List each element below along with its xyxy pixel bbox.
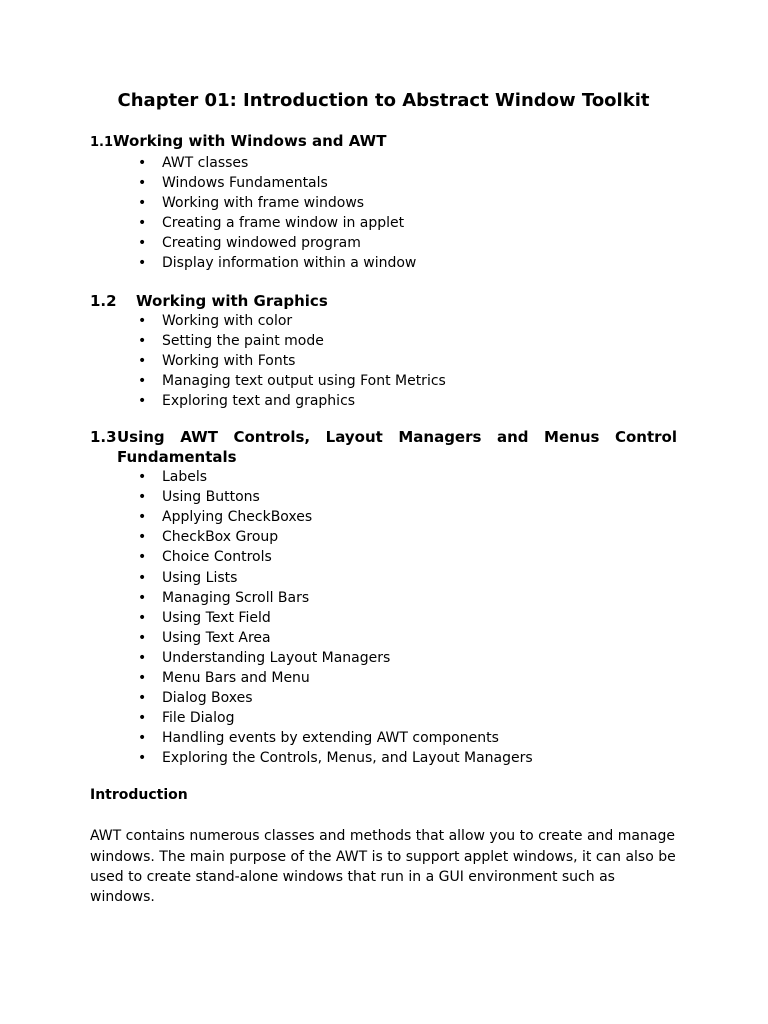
- section-number: 1.2: [90, 291, 117, 310]
- bullet-icon: •: [138, 669, 147, 686]
- list-item: [138, 608, 677, 628]
- bullet-icon: •: [138, 469, 147, 486]
- list-item: [138, 748, 677, 768]
- list-item: [138, 371, 677, 391]
- list-item: [138, 728, 677, 748]
- list-item-text: Exploring text and graphics: [162, 392, 356, 409]
- list-item-text: Choice Controls: [162, 549, 272, 566]
- bullet-icon: •: [138, 750, 147, 767]
- introduction-heading: Introduction: [90, 787, 188, 804]
- list-item: [138, 311, 677, 331]
- bullet-icon: •: [138, 629, 147, 646]
- list-item-text: Using Lists: [162, 569, 238, 586]
- list-item: [138, 467, 677, 487]
- document-page: [90, 88, 677, 908]
- bullet-icon: •: [138, 489, 147, 506]
- list-item-text: Using Buttons: [162, 489, 260, 506]
- bullet-icon: •: [138, 392, 147, 409]
- bullet-icon: •: [138, 215, 147, 232]
- list-item-text: Setting the paint mode: [162, 332, 324, 349]
- bullet-icon: •: [138, 609, 147, 626]
- list-item: [138, 153, 677, 173]
- list-item-text: Handling events by extending AWT components: [162, 730, 499, 747]
- list-item-text: Working with frame windows: [162, 195, 365, 212]
- list-item-text: Dialog Boxes: [162, 690, 253, 707]
- bullet-icon: •: [138, 155, 147, 171]
- section-heading: [90, 427, 677, 467]
- list-item: [138, 213, 677, 233]
- list-item-text: Understanding Layout Managers: [162, 649, 391, 666]
- list-item-text: File Dialog: [162, 710, 235, 727]
- list-item-text: Applying CheckBoxes: [162, 509, 313, 526]
- introduction-paragraph: AWT contains numerous classes and methods that allow you to create and manage windows. The main purpose of the AWT is to support applet windows, it can also be used to create stand-alone windows that run in a GUI environment such as windows.: [90, 828, 676, 906]
- bullet-icon: •: [138, 175, 147, 192]
- section-number: 1.3: [90, 428, 117, 447]
- list-item-text: Windows Fundamentals: [162, 175, 328, 192]
- list-item-text: Managing Scroll Bars: [162, 589, 310, 606]
- bullet-icon: •: [138, 710, 147, 727]
- bullet-icon: •: [138, 730, 147, 747]
- bullet-icon: •: [138, 690, 147, 707]
- list-item: [138, 568, 677, 588]
- list-item-text: AWT classes: [162, 155, 249, 171]
- section-1-2: [90, 291, 677, 411]
- bullet-icon: •: [138, 529, 147, 546]
- list-item: [138, 391, 677, 411]
- list-item-text: Display information within a window: [162, 255, 417, 272]
- section-heading: [90, 131, 677, 153]
- bullet-icon: •: [138, 569, 147, 586]
- bullet-icon: •: [138, 312, 147, 329]
- list-item-text: Creating windowed program: [162, 235, 361, 252]
- bullet-icon: •: [138, 255, 147, 272]
- list-item-text: Working with color: [162, 312, 293, 329]
- list-item-text: Menu Bars and Menu: [162, 669, 310, 686]
- bullet-icon: •: [138, 649, 147, 666]
- list-item-text: Exploring the Controls, Menus, and Layout Managers: [162, 750, 533, 767]
- list-item-text: Using Text Field: [162, 609, 271, 626]
- chapter-title: Chapter 01: Introduction to Abstract Window Toolkit: [117, 90, 650, 111]
- section-title: Working with Windows and AWT: [113, 132, 387, 150]
- list-item: [138, 331, 677, 351]
- bullet-list: [90, 153, 677, 274]
- list-item: [138, 253, 677, 273]
- list-item: [138, 233, 677, 253]
- list-item-text: Creating a frame window in applet: [162, 215, 405, 232]
- bullet-icon: •: [138, 235, 147, 252]
- list-item: [138, 527, 677, 547]
- list-item: [138, 193, 677, 213]
- list-item-text: Working with Fonts: [162, 352, 296, 369]
- bullet-list: [90, 467, 677, 768]
- list-item: [138, 688, 677, 708]
- list-item-text: Managing text output using Font Metrics: [162, 372, 446, 389]
- list-item: [138, 173, 677, 193]
- list-item: [138, 628, 677, 648]
- list-item: [138, 708, 677, 728]
- bullet-icon: •: [138, 332, 147, 349]
- section-1-3: [90, 427, 677, 768]
- bullet-icon: •: [138, 352, 147, 369]
- section-1-1: [90, 131, 677, 274]
- bullet-icon: •: [138, 372, 147, 389]
- list-item-text: Labels: [162, 469, 208, 486]
- bullet-list: [90, 311, 677, 411]
- list-item: [138, 487, 677, 507]
- bullet-icon: •: [138, 195, 147, 212]
- list-item: [138, 507, 677, 527]
- bullet-icon: •: [138, 549, 147, 566]
- section-title: Working with Graphics: [136, 291, 328, 310]
- bullet-icon: •: [138, 509, 147, 526]
- list-item: [138, 588, 677, 608]
- list-item-text: CheckBox Group: [162, 529, 279, 546]
- list-item-text: Using Text Area: [162, 629, 271, 646]
- bullet-icon: •: [138, 589, 147, 606]
- list-item: [138, 351, 677, 371]
- list-item: [138, 668, 677, 688]
- section-title: Using AWT Controls, Layout Managers and Menus Control Fundamentals: [117, 428, 677, 467]
- section-heading: [90, 291, 677, 311]
- list-item: [138, 547, 677, 567]
- section-number: 1.1: [90, 135, 114, 150]
- list-item: [138, 648, 677, 668]
